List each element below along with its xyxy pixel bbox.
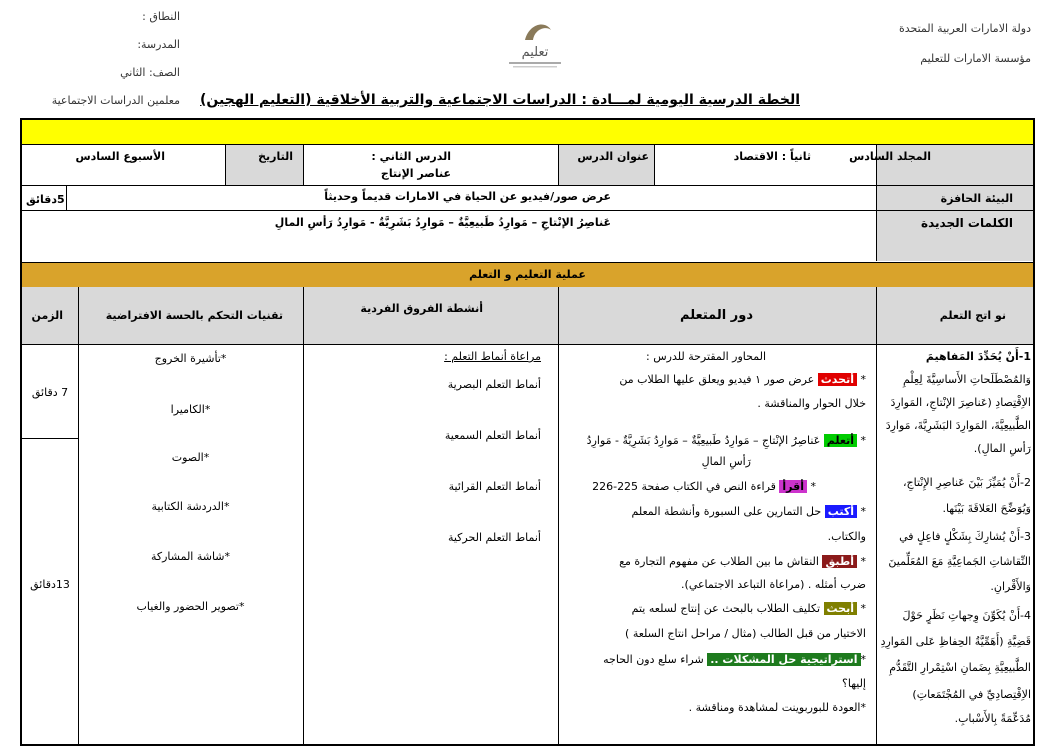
- col-differentiation: أنشطة الفروق الفردية: [360, 302, 483, 315]
- write-tag: أكتب: [825, 505, 857, 518]
- apply-text: النقاش ما بين الطلاب عن مفهوم التجارة مع: [619, 555, 819, 568]
- logo: [495, 10, 575, 70]
- control-exit-ticket: *تأشيرة الخروج: [154, 352, 227, 365]
- lesson-title-label: عنوان الدرس: [577, 150, 649, 163]
- control-screen-share: *شاشة المشاركة: [150, 550, 231, 563]
- school-label: المدرسة:: [137, 38, 180, 51]
- learning-style-item: أنماط التعلم الحركية: [447, 531, 541, 544]
- axes-title: المحاور المقترحة للدرس :: [646, 350, 766, 363]
- read-text: قراءة النص في الكتاب صفحة 225-226: [592, 480, 776, 493]
- strategy-item: *استراتيجية حل المشكلات .. شراء سلع دون الحاجه: [603, 653, 866, 666]
- outcome-line: وَالأَقْرانِ.: [990, 580, 1031, 593]
- volume-label: المجلد السادس: [849, 150, 931, 163]
- outcome-line: النِّقاشاتِ الجَماعِيَّةِ مَعَ المُعَلِّمينَ: [888, 555, 1031, 568]
- research-text: تكليف الطلاب بالبحث عن إنتاج لسلعه يتم: [631, 602, 821, 615]
- time-second: 13دقائق: [30, 578, 70, 591]
- learning-style-item: أنماط التعلم البصرية: [447, 378, 541, 391]
- teachers-label: معلمين الدراسات الاجتماعية: [51, 94, 180, 107]
- read-item: * أقرأ قراءة النص في الكتاب صفحة 225-226: [592, 480, 816, 493]
- new-words-text: عَناصِرُ الإنْتاجِ – مَوارِدُ طَبيعِيَّةٌ – مَوارِدُ بَشَرِيَّةٌ - مَوارِدُ رَأسِ المالِ: [274, 216, 611, 229]
- outcome-line: الاِقْتِصادِ (عَناصِرَ الإنْتاجِ، المَوارِدَ: [890, 396, 1031, 409]
- learn-text-2: رَأسِ المالِ: [701, 455, 751, 468]
- outcome-line: رَأسِ المالِ).: [973, 442, 1031, 455]
- research-item: * أبحث تكليف الطلاب بالبحث عن إنتاج لسلعه يتم: [631, 602, 866, 615]
- lesson-name: عناصر الإنتاج: [380, 167, 451, 180]
- strategy-tag: استراتيجية حل المشكلات ..: [707, 653, 860, 666]
- read-tag: أقرأ: [779, 480, 807, 493]
- unit-label: ثانياً : الاقتصاد: [733, 150, 811, 163]
- talk-text-2: خلال الحوار والمناقشة .: [757, 397, 866, 410]
- outcome-line: وَيُوَضِّحَ العَلاقَةَ بَيْنَها.: [942, 502, 1031, 515]
- strategy-text: شراء سلع دون الحاجه: [603, 653, 704, 666]
- learning-style-item: أنماط التعلم السمعية: [444, 429, 541, 442]
- apply-tag: أطبق: [822, 555, 857, 568]
- write-item: * أكتب حل التمارين على السبورة وأنشطة المعلم: [631, 505, 866, 518]
- apply-item: * أطبق النقاش ما بين الطلاب عن مفهوم التجارة مع: [619, 555, 866, 568]
- research-tag: أبحث: [824, 602, 857, 615]
- control-audio: *الصوت: [171, 451, 210, 464]
- time-first: 7 دقائق: [31, 386, 69, 399]
- talk-text: عرض صور ١ فيديو ويعلق عليها الطلاب من: [619, 373, 815, 386]
- outcome-line: الاِقْتِصادِيِّ في المُجْتَمَعاتِ): [912, 688, 1031, 701]
- process-bar: عملية التعليم و التعلم: [22, 262, 1033, 288]
- country-name: دولة الامارات العربية المتحدة: [898, 22, 1031, 35]
- learn-tag: أتعلم: [824, 434, 857, 447]
- week-label: الأسبوع السادس: [75, 150, 165, 163]
- outcome-line: 2-أَنْ يُمَيِّزَ بَيْنَ عَناصِرِ الإِنْتاجِ،: [902, 476, 1031, 489]
- col-learner-role: دور المتعلم: [680, 308, 753, 323]
- control-chat: *الدردشة الكتابية: [151, 500, 230, 513]
- motivating-text: عرض صور/فيديو عن الحياة في الامارات قديماً وحديثاً: [324, 190, 611, 203]
- domain-label: النطاق :: [142, 10, 180, 23]
- outcome-line: قَضِيَّةِ (أَهَمِّيَّةُ الحِفاظِ عَلى المَوارِدِ: [880, 635, 1031, 648]
- grade-label: الصف: الثاني: [120, 66, 180, 79]
- outcome-line: 3-أَنْ يُشارِكَ بِشَكْلٍ فاعِلٍ في: [899, 530, 1031, 543]
- learn-text: عَناصِرُ الإنْتاجِ – مَوارِدُ طَبيعِيَّةٌ – مَوارِدُ بَشَرِيَّةٌ - مَوارِدُ: [586, 434, 821, 447]
- learning-style-item: أنماط التعلم القرائية: [448, 480, 541, 493]
- outcome-line: 1-أَنْ يُحَدِّدَ المَفاهيمَ: [925, 350, 1031, 363]
- learn-item: * أتعلم عَناصِرُ الإنْتاجِ – مَوارِدُ طَبيعِيَّةٌ – مَوارِدُ بَشَرِيَّةٌ - مَوارِدُ: [586, 434, 866, 447]
- talk-item: * أتحدث عرض صور ١ فيديو ويعلق عليها الطلاب من: [619, 373, 866, 386]
- apply-text-2: ضرب أمثله . (مراعاة التباعد الاجتماعي).: [681, 578, 866, 591]
- new-words-label: الكلمات الجديدة: [920, 216, 1013, 230]
- strategy-text-2: إليها؟: [842, 677, 866, 690]
- plan-title: الخطة الدرسية اليومية لمـــادة : الدراسات الاجتماعية والتربية الأخلاقية (التعليم الهجين): [200, 92, 800, 108]
- outcome-line: الطَّبيعِيَّةَ، المَوارِدَ البَشَرِيَّةَ، مَوارِدَ: [885, 419, 1031, 432]
- yellow-header-bar: [22, 120, 1033, 145]
- col-time: الزمن: [31, 309, 63, 322]
- lesson-number: الدرس الثاني :: [371, 150, 451, 163]
- outcome-line: الطَّبيعِيَّةِ بِضَمانِ اسْتِمْرارِ التَّقَدُّمِ: [889, 661, 1031, 674]
- col-virtual-controls: تقنيات التحكم بالحسة الافتراضية: [105, 309, 283, 322]
- outcome-line: 4-أَنْ يُكَوِّنَ وِجهاتِ نَظَرٍ حَوْلَ: [902, 609, 1031, 622]
- control-camera: *الكاميرا: [170, 403, 211, 416]
- col-outcomes: نو اتج التعلم: [939, 309, 1006, 322]
- closing-text: *العودة للبوربوينت لمشاهدة ومناقشة .: [688, 701, 866, 714]
- svg-text:تعليم: تعليم: [521, 45, 549, 60]
- write-text: حل التمارين على السبورة وأنشطة المعلم: [631, 505, 822, 518]
- outcome-line: وَالمُصْطَلَحاتِ الأَساسِيَّةَ لِعِلْمِ: [902, 373, 1031, 386]
- control-attendance: *تصوير الحضور والغياب: [136, 600, 245, 613]
- differentiation-title: مراعاة أنماط التعلم :: [444, 350, 541, 363]
- date-label: التاريخ: [258, 150, 293, 163]
- talk-tag: أتحدث: [818, 373, 857, 386]
- motivating-time: 5دقائق: [26, 193, 65, 206]
- motivating-label: البيئة الحافزة: [940, 192, 1013, 205]
- outcome-line: مُدَعِّمَةً بِالأَسْبابِ.: [954, 712, 1031, 725]
- research-text-2: الاختيار من قبل الطالب (مثال / مراحل انتاج السلعة ): [625, 627, 866, 640]
- foundation-name: مؤسسة الامارات للتعليم: [920, 52, 1031, 65]
- write-text-2: والكتاب.: [827, 530, 866, 543]
